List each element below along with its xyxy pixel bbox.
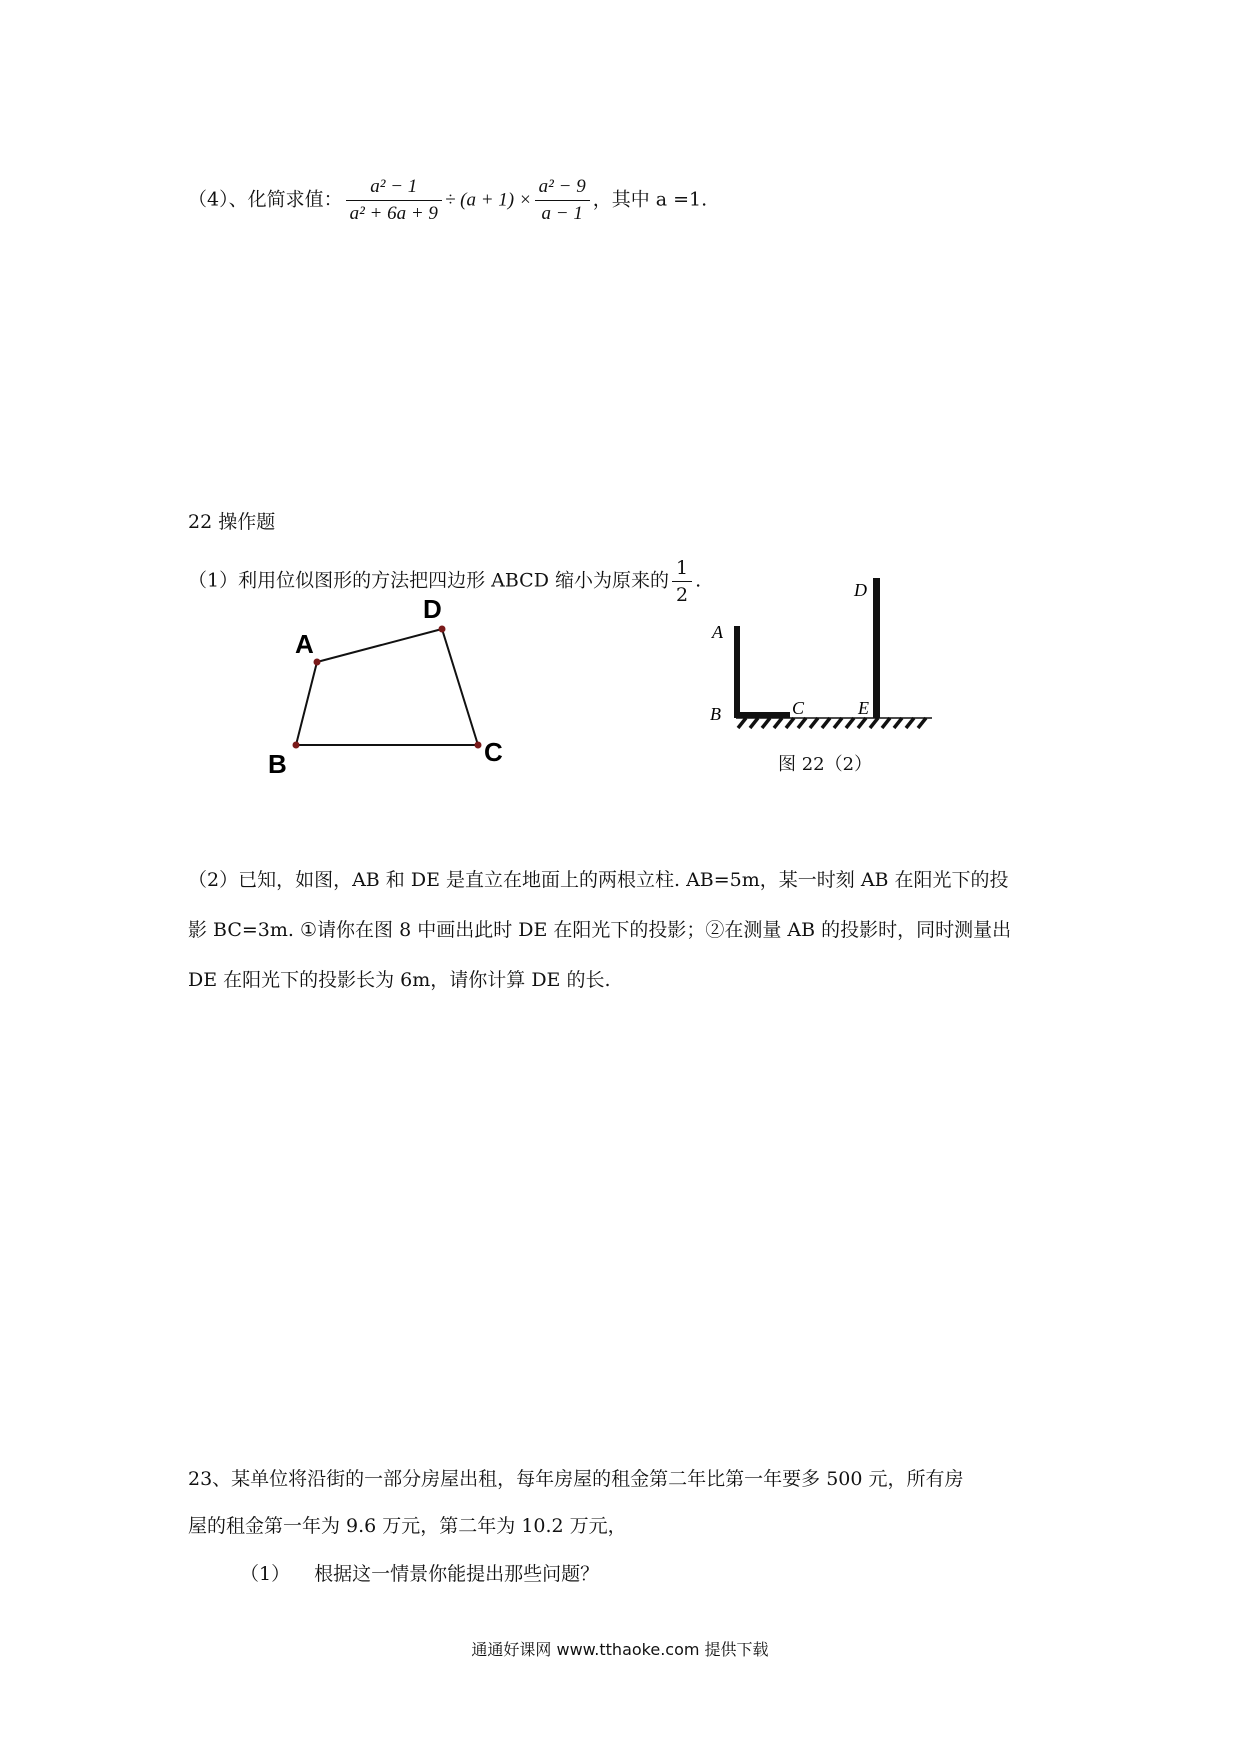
fraction-1-numerator: a² − 1 [346,174,442,201]
q21-4-prefix: （4）、化简求值： [188,188,343,211]
q22-part2-line1: （2）已知，如图，AB 和 DE 是直立在地面上的两根立柱. AB=5m，某一时刻 AB 在阳光下的投 [188,869,1009,891]
page-footer: 通通好课网 www.tthaoke.com 提供下载 [471,1640,769,1659]
pole-label-e: E [858,698,869,718]
q23-line2: 屋的租金第一年为 9.6 万元，第二年为 10.2 万元， [188,1515,627,1537]
half-numerator: 1 [672,555,692,582]
fraction-1-denominator: a² + 6a + 9 [349,203,438,224]
vertex-c [475,742,482,749]
half-fraction [672,555,692,608]
fraction-2-denominator: a − 1 [541,203,583,224]
q23-sub1 [240,1560,599,1588]
q22-part2-line3: DE 在阳光下的投影长为 6m，请你计算 DE 的长. [188,969,611,991]
vertex-a [314,659,321,666]
shadow-bc [734,712,790,718]
fraction-1 [346,174,442,227]
quadrilateral-figure [260,585,520,785]
q21-4-line [188,174,707,227]
quadrilateral-abcd [296,629,478,745]
poles-figure [700,570,950,730]
q22-part2-line2: 影 BC=3m. ①请你在图 8 中画出此时 DE 在阳光下的投影；②在测量 AB 的投影时，同时测量出 [188,919,1012,941]
q23-sub1-text: 根据这一情景你能提出那些问题？ [314,1563,600,1585]
pole-label-d: D [854,580,867,600]
label-d: D [423,594,442,624]
q22-part1-end: . [695,569,702,592]
ground-hatch [738,718,926,728]
label-a: A [295,629,314,659]
fraction-2 [535,174,590,227]
pole-label-a: A [712,622,723,642]
vertex-b [293,742,300,749]
q23-line1: 23、某单位将沿街的一部分房屋出租，每年房屋的租金第二年比第一年要多 500 元，所有房 [188,1468,964,1490]
label-c: C [484,737,503,767]
vertex-d [439,626,446,633]
pole-label-c: C [792,698,805,718]
q21-4-suffix: ，其中 a =1. [592,188,708,211]
fraction-2-numerator: a² − 9 [535,174,590,201]
figure-caption: 图 22（2） [778,754,873,775]
half-denominator: 2 [675,584,689,606]
label-b: B [268,749,287,779]
q22-part1-text: （1）利用位似图形的方法把四边形 ABCD 缩小为原来的 [188,569,669,592]
pole-ab [734,626,740,718]
q21-4-middle: ÷ (a + 1) × [444,189,532,211]
q22-title: 22 操作题 [188,511,276,533]
pole-de [873,578,880,718]
q23-sub1-number: （1） [240,1563,291,1585]
pole-label-b: B [710,704,721,724]
